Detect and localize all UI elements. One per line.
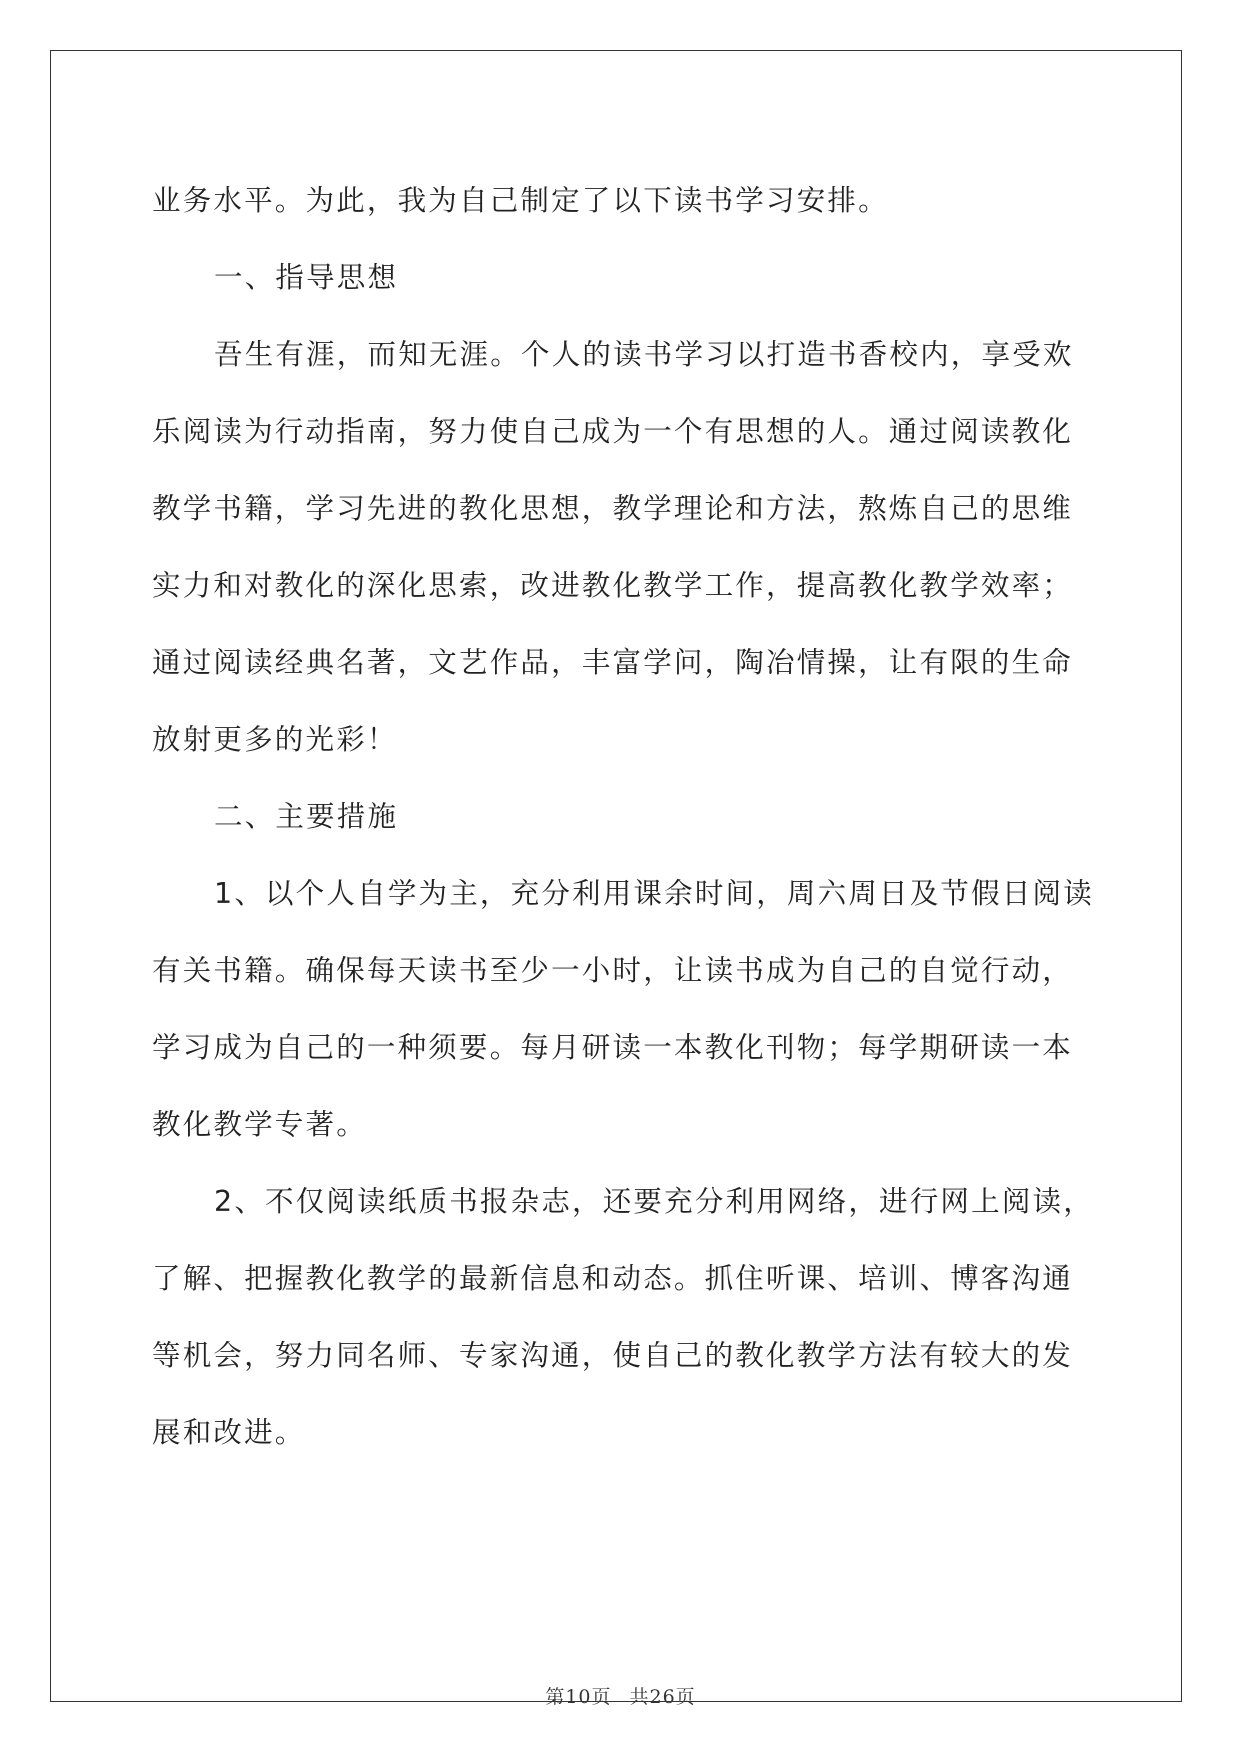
paragraph-line: 通过阅读经典名著，文艺作品，丰富学问，陶冶情操，让有限的生命 (152, 646, 1074, 679)
paragraph-line: 展和改进。 (152, 1416, 306, 1449)
paragraph-line: 教化教学专著。 (152, 1108, 367, 1141)
section-heading: 一、指导思想 (214, 261, 399, 294)
page-number: 第10页 (545, 1686, 612, 1708)
paragraph-line: 2、不仅阅读纸质书报杂志，还要充分利用网络，进行网上阅读， (214, 1185, 1094, 1218)
paragraph-line: 有关书籍。确保每天读书至少一小时，让读书成为自己的自觉行动， (152, 954, 1074, 987)
paragraph-line: 教学书籍，学习先进的教化思想，教学理论和方法，熬炼自己的思维 (152, 492, 1074, 525)
paragraph-line: 等机会，努力同名师、专家沟通，使自己的教化教学方法有较大的发 (152, 1339, 1074, 1372)
paragraph-line: 业务水平。为此，我为自己制定了以下读书学习安排。 (152, 184, 889, 217)
paragraph-line: 吾生有涯，而知无涯。个人的读书学习以打造书香校内，享受欢 (214, 338, 1074, 371)
paragraph-line: 乐阅读为行动指南，努力使自己成为一个有思想的人。通过阅读教化 (152, 415, 1074, 448)
document-body (152, 162, 1094, 1471)
paragraph-line: 了解、把握教化教学的最新信息和动态。抓住听课、培训、博客沟通 (152, 1262, 1074, 1295)
section-heading: 二、主要措施 (214, 800, 399, 833)
page-footer (0, 1682, 1241, 1709)
page-total: 共26页 (629, 1686, 696, 1708)
paragraph-line: 放射更多的光彩！ (152, 723, 398, 756)
paragraph-line: 学习成为自己的一种须要。每月研读一本教化刊物；每学期研读一本 (152, 1031, 1074, 1064)
paragraph-line: 实力和对教化的深化思索，改进教化教学工作，提高教化教学效率； (152, 569, 1074, 602)
paragraph-line: 1、以个人自学为主，充分利用课余时间，周六周日及节假日阅读 (214, 877, 1094, 910)
